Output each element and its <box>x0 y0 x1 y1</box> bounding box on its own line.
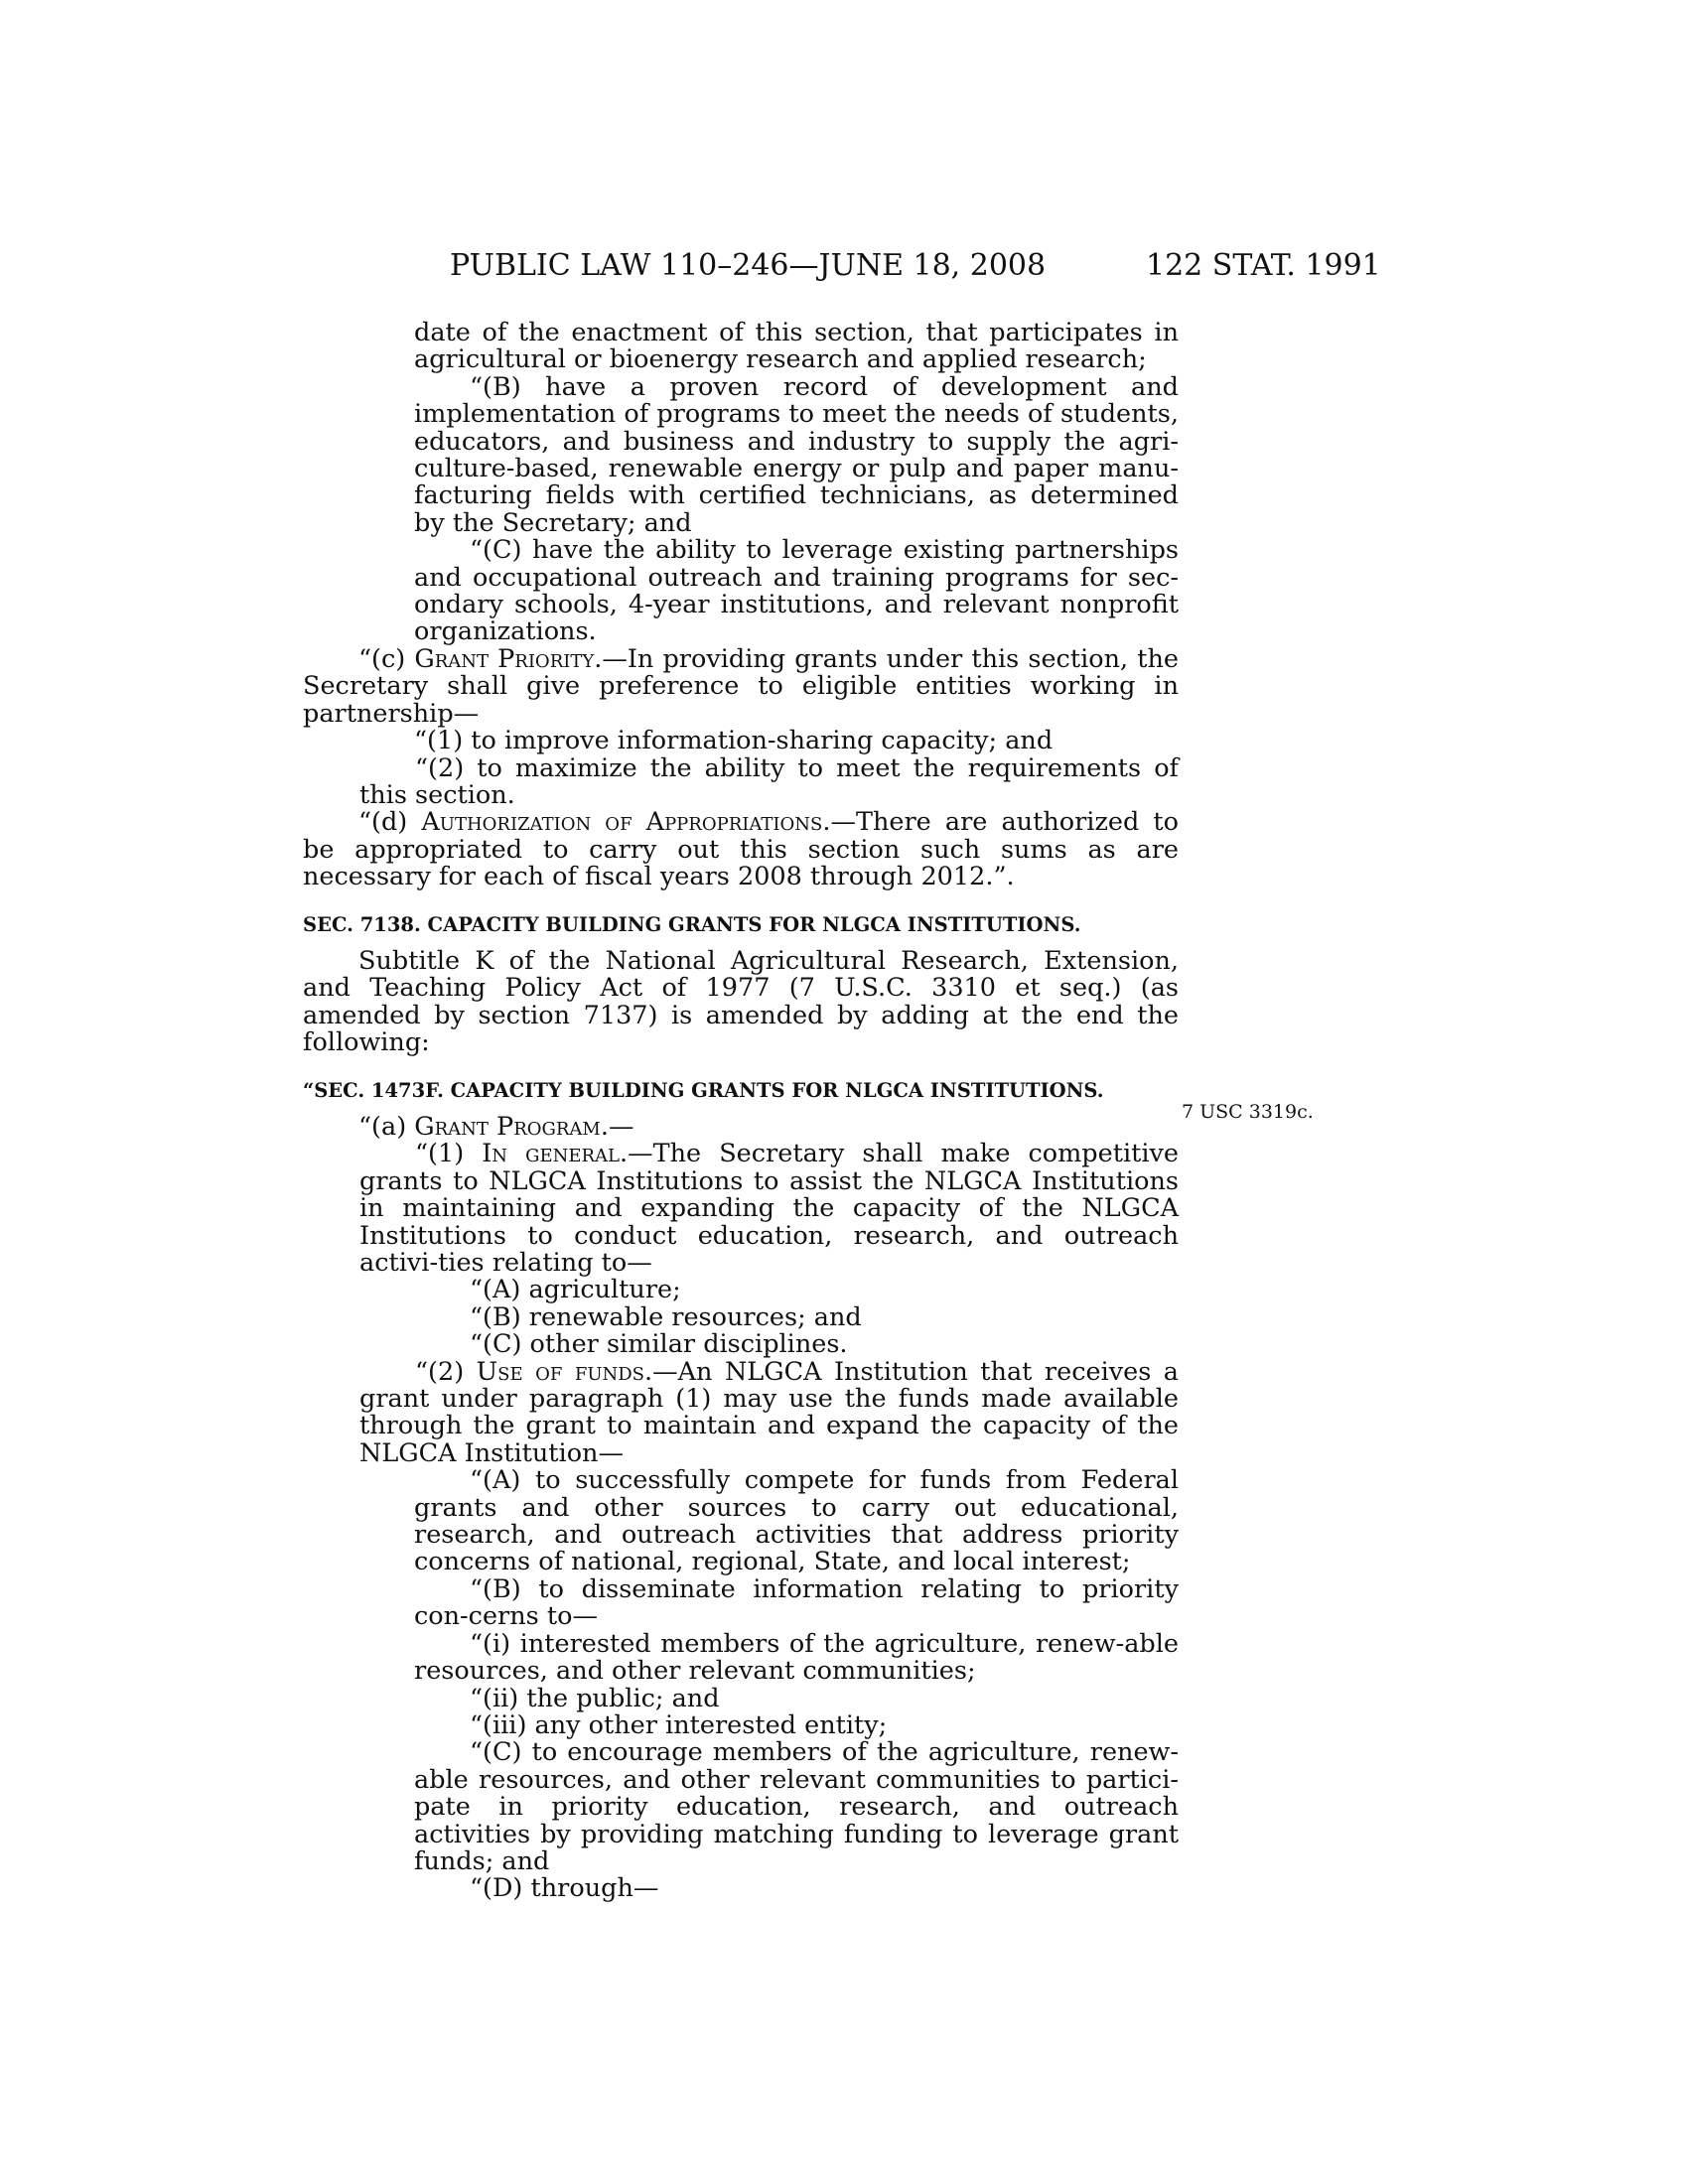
paragraph <box>303 1141 1179 1277</box>
page-header-stat: 122 STAT. 1991 <box>1146 248 1381 283</box>
paragraph-text: .—In providing grants under this section, the Secretary shall give preference to eligible entities working in partnership— <box>303 643 1179 729</box>
paragraph-text: .— <box>600 1111 634 1142</box>
paragraph: “(B) have a proven record of development and implementation of programs to meet the needs of students, educators, and business and industry to supply the agri-culture-based, renewable energy or pulp and paper manu-facturing fields with certified technicians, as determined by the Secretary; and <box>414 371 1179 538</box>
document-body <box>303 318 1314 1904</box>
paragraph: “(B) to disseminate information relating to priority con-cerns to— <box>414 1573 1179 1632</box>
section-heading: “SEC. 1473F. CAPACITY BUILDING GRANTS FOR NLGCA INSTITUTIONS. <box>303 1078 1104 1102</box>
paragraph: “(C) to encourage members of the agriculture, renew-able resources, and other relevant communities to partici-pate in priority education, research, and outreach activities by providing matching funding to leverage grant funds; and <box>414 1737 1179 1876</box>
paragraph: “(ii) the public; and <box>470 1683 720 1713</box>
paragraph-lead: “(d) <box>358 807 422 838</box>
paragraph: “(1) to improve information-sharing capacity; and <box>414 726 1054 756</box>
paragraph-lead: “(2) <box>415 1356 477 1387</box>
paragraph: “(C) have the ability to leverage existing partnerships and occupational outreach and training programs for sec-ondary schools, 4-year institutions, and relevant nonprofit organizations. <box>414 535 1179 647</box>
paragraph: “(A) agriculture; <box>470 1275 681 1305</box>
section-heading-row <box>303 1077 1314 1123</box>
page-header-title: PUBLIC LAW 110–246—JUNE 18, 2008 <box>450 248 1047 283</box>
paragraph: “(D) through— <box>470 1873 659 1904</box>
margin-note: 7 USC 3319c. <box>1182 1100 1314 1123</box>
paragraph-lead: “(a) <box>358 1111 415 1142</box>
paragraph-lead: “(c) <box>358 643 415 674</box>
paragraph: “(B) renewable resources; and <box>470 1301 862 1332</box>
paragraph-text: .—The Secretary shall make competitive grants to NLGCA Institutions to assist the NLGCA Institutions in maintaining and expanding the capacity of the NLGCA Institutions to conduct education, research, and outreach activi-ties relating to— <box>359 1139 1180 1278</box>
paragraph <box>303 809 1179 890</box>
paragraph: date of the enactment of this section, that participates in agricultural or bioenergy research and applied research; <box>414 318 1179 375</box>
paragraph-heading: Use of funds <box>476 1356 645 1387</box>
paragraph: “(A) to successfully compete for funds from Federal grants and other sources to carry out educational, research, and outreach activities that address priority concerns of national, regional, State, and local interest; <box>414 1465 1179 1577</box>
paragraph-heading: Authorization of Appropriations <box>421 807 823 838</box>
paragraph-heading: Grant Priority <box>414 643 595 674</box>
paragraph: “(iii) any other interested entity; <box>470 1709 888 1740</box>
paragraph <box>303 1356 1179 1468</box>
paragraph <box>303 643 1179 729</box>
paragraph: “(2) to maximize the ability to meet the requirements of this section. <box>359 752 1179 810</box>
paragraph: Subtitle K of the National Agricultural Research, Extension, and Teaching Policy Act of 1977 (7 U.S.C. 3310 et seq.) (as amended by section 7137) is amended by adding at the end the following: <box>303 945 1179 1058</box>
paragraph <box>303 1628 1179 1687</box>
paragraph <box>303 1111 1179 1142</box>
paragraph-lead: “(1) <box>415 1139 483 1169</box>
section-heading: SEC. 7138. CAPACITY BUILDING GRANTS FOR NLGCA INSTITUTIONS. <box>303 912 1081 936</box>
paragraph-heading: In general <box>482 1139 621 1169</box>
paragraph-text: “(i) interested members of the agriculture, renew-able resources, and other relevant communities; <box>414 1628 1179 1687</box>
paragraph: “(C) other similar disciplines. <box>470 1329 848 1360</box>
paragraph-text: .—An NLGCA Institution that receives a grant under paragraph (1) may use the funds made available through the grant to maintain and expand the capacity of the NLGCA Institution— <box>359 1356 1179 1468</box>
paragraph-heading: Grant Program <box>414 1111 601 1142</box>
paragraph-text: .—There are authorized to be appropriated to carry out this section such sums as are necessary for each of fiscal years 2008 through 2012.”. <box>303 807 1179 892</box>
